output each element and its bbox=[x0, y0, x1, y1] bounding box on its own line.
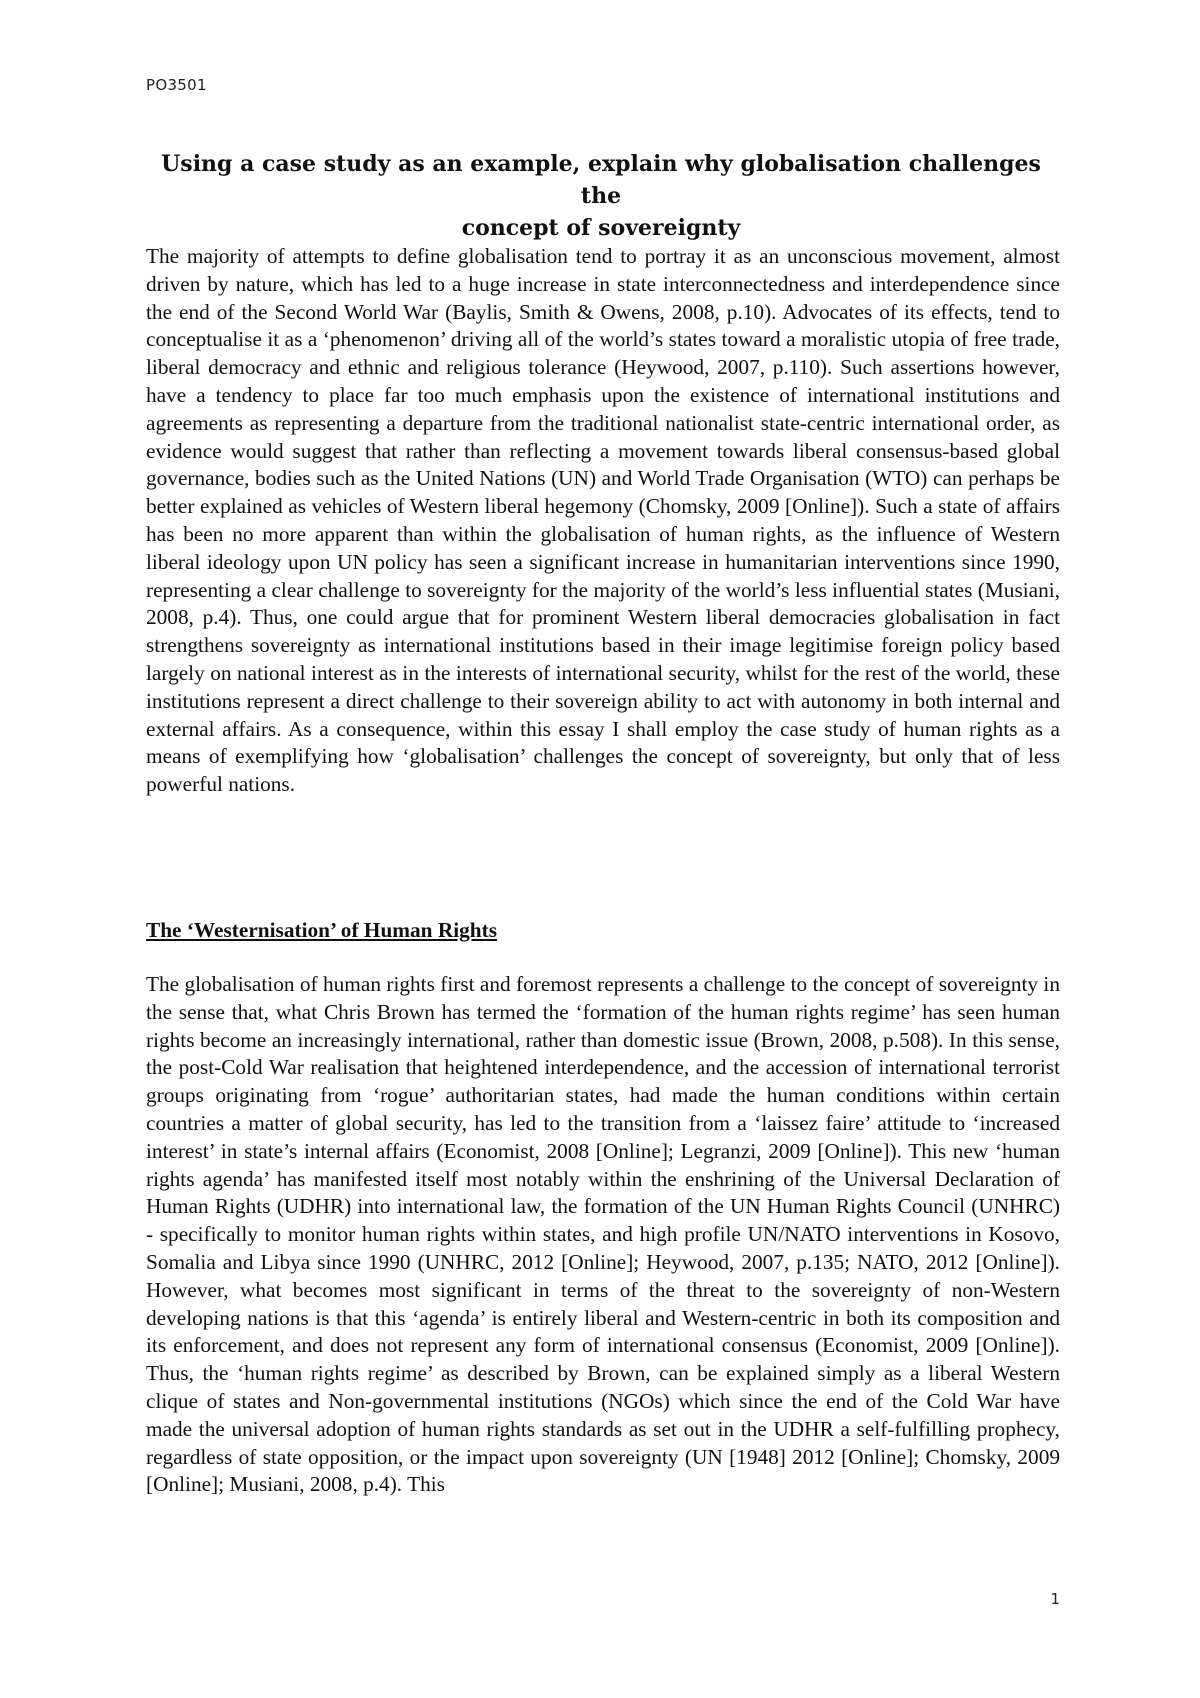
essay-title-line-2: concept of sovereignty bbox=[461, 215, 741, 241]
course-code-header: PO3501 bbox=[146, 76, 207, 94]
introduction-paragraph: The majority of attempts to define globalisation tend to portray it as an unconscious movement, almost driven by nature, which has led to a huge increase in state interconnectedness and interdependence since the end of the Second World War (Baylis, Smith & Owens, 2008, p.10). Advocates of its effects, tend to conceptualise it as a ‘phenomenon’ driving all of the world’s states toward a moralistic utopia of free trade, liberal democracy and ethnic and religious tolerance (Heywood, 2007, p.110). Such assertions however, have a tendency to place far too much emphasis upon the existence of international institutions and agreements as representing a departure from the traditional nationalist state-centric international order, as evidence would suggest that rather than reflecting a movement towards liberal consensus-based global governance, bodies such as the United Nations (UN) and World Trade Organisation (WTO) can perhaps be better explained as vehicles of Western liberal hegemony (Chomsky, 2009 [Online]). Such a state of affairs has been no more apparent than within the globalisation of human rights, as the influence of Western liberal ideology upon UN policy has seen a significant increase in humanitarian interventions since 1990, representing a clear challenge to sovereignty for the majority of the world’s less influential states (Musiani, 2008, p.4). Thus, one could argue that for prominent Western liberal democracies globalisation in fact strengthens sovereignty as international institutions based in their image legitimise foreign policy based largely on national interest as in the interests of international security, whilst for the rest of the world, these institutions represent a direct challenge to their sovereign ability to act with autonomy in both internal and external affairs. As a consequence, within this essay I shall employ the case study of human rights as a means of exemplifying how ‘globalisation’ challenges the concept of sovereignty, but only that of less powerful nations. bbox=[146, 244, 1060, 797]
essay-title-line-1: Using a case study as an example, explain why globalisation challenges the bbox=[161, 151, 1041, 209]
body-paragraph: The globalisation of human rights first and foremost represents a challenge to the concept of sovereignty in the sense that, what Chris Brown has termed the ‘formation of the human rights regime’ has seen human rights become an increasingly international, rather than domestic issue (Brown, 2008, p.508). In this sense, the post-Cold War realisation that heightened interdependence, and the accession of international terrorist groups originating from ‘rogue’ authoritarian states, had made the human conditions within certain countries a matter of global security, has led to the transition from a ‘laissez faire’ attitude to ‘increased interest’ in state’s internal affairs (Economist, 2008 [Online]; Legranzi, 2009 [Online]). This new ‘human rights agenda’ has manifested itself most notably within the enshrining of the Universal Declaration of Human Rights (UDHR) into international law, the formation of the UN Human Rights Council (UNHRC) - specifically to monitor human rights within states, and high profile UN/NATO interventions in Kosovo, Somalia and Libya since 1990 (UNHRC, 2012 [Online]; Heywood, 2007, p.135; NATO, 2012 [Online]). However, what becomes most significant in terms of the threat to the sovereignty of non-Western developing nations is that this ‘agenda’ is entirely liberal and Western-centric in both its composition and its enforcement, and does not represent any form of international consensus (Economist, 2009 [Online]). Thus, the ‘human rights regime’ as described by Brown, can be explained simply as a liberal Western clique of states and Non-governmental institutions (NGOs) which since the end of the Cold War have made the universal adoption of human rights standards as set out in the UDHR a self-fulfilling prophecy, regardless of state opposition, or the impact upon sovereignty (UN [1948] 2012 [Online]; Chomsky, 2009 [Online]; Musiani, 2008, p.4). This bbox=[146, 972, 1060, 1497]
section-heading: The ‘Westernisation’ of Human Rights bbox=[146, 918, 498, 942]
page-number: 1 bbox=[1050, 1590, 1060, 1608]
essay-title bbox=[146, 148, 1056, 244]
